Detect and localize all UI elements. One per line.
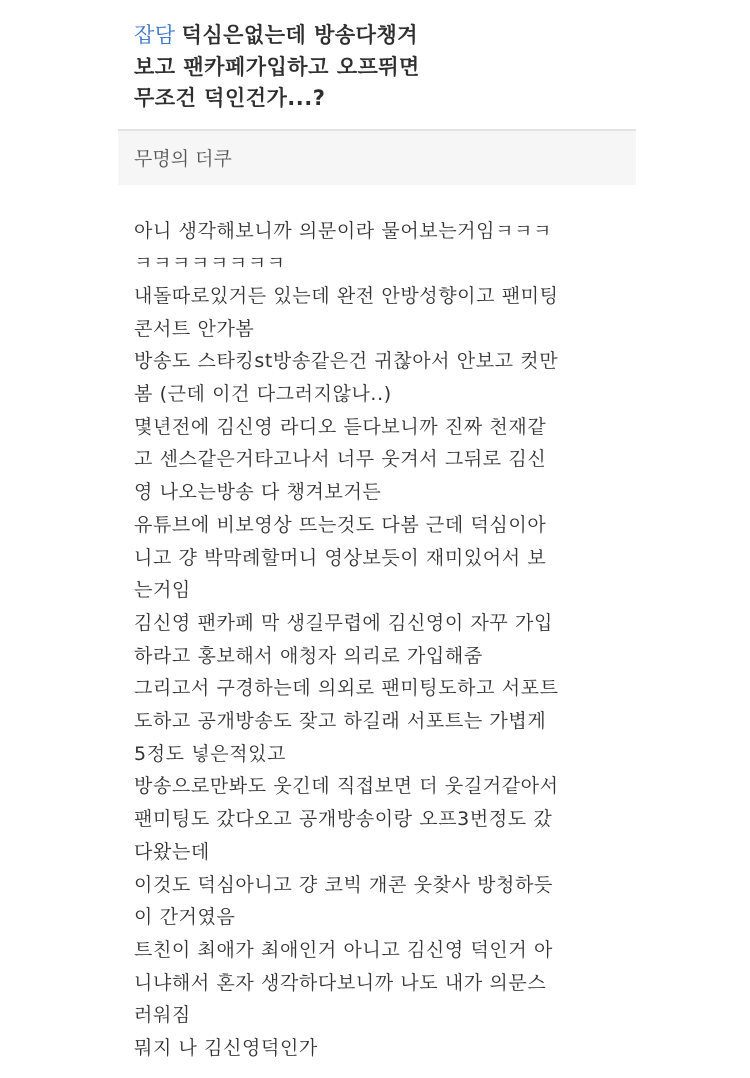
body-line: 영 나오는방송 다 챙겨보거든 — [134, 481, 382, 504]
body-line: 뭐지 나 김신영덕인가 — [134, 1037, 318, 1060]
body-line: 다왔는데 — [134, 840, 210, 863]
body-line: ㅋㅋㅋㅋㅋㅋㅋㅋ — [134, 252, 286, 275]
body-line: 이 간거였음 — [134, 906, 236, 929]
body-line: 몇년전에 김신영 라디오 듣다보니까 진짜 천재같 — [134, 415, 547, 438]
body-line: 아니 생각해보니까 의문이라 물어보는거임ㅋㅋㅋ — [134, 219, 552, 242]
body-line: 트친이 최애가 최애인거 아니고 김신영 덕인거 아 — [134, 938, 553, 961]
body-line: 봄 (근데 이건 다그러지않나..) — [134, 383, 392, 406]
body-line: 유튜브에 비보영상 뜨는것도 다봄 근데 덕심이아 — [134, 513, 547, 536]
post-container — [118, 0, 636, 1065]
body-line: 내돌따로있거든 있는데 완전 안방성향이고 팬미팅 — [134, 284, 559, 307]
post-title — [118, 0, 636, 125]
title-line: 보고 팬카페가입하고 오프뛰면 — [134, 54, 420, 79]
body-line: 니고 걍 박막례할머니 영상보듯이 재미있어서 보 — [134, 546, 547, 569]
body-line: 하라고 홍보해서 애청자 의리로 가입해줌 — [134, 644, 483, 667]
body-line: 그리고서 구경하는데 의외로 팬미팅도하고 서포트 — [134, 677, 559, 700]
body-line: 이것도 덕심아니고 걍 코빅 개콘 웃찾사 방청하듯 — [134, 873, 553, 896]
title-line: 무조건 덕인건가...? — [134, 86, 326, 110]
body-line: 방송으로만봐도 웃긴데 직접보면 더 웃길거같아서 — [134, 775, 559, 798]
post-body — [118, 185, 636, 1065]
body-line: 는거임 — [134, 579, 191, 602]
body-line: 방송도 스타킹st방송같은건 귀찮아서 안보고 컷만 — [134, 350, 559, 373]
body-line: 도하고 공개방송도 잦고 하길래 서포트는 가볍게 — [134, 710, 547, 733]
body-line: 김신영 팬카페 막 생길무렵에 김신영이 자꾸 가입 — [134, 611, 553, 634]
body-line: 팬미팅도 갔다오고 공개방송이랑 오프3번정도 갔 — [134, 808, 553, 831]
title-line: 덕심은없는데 방송다챙겨 — [181, 23, 419, 47]
body-line: 5정도 넣은적있고 — [134, 742, 287, 765]
author-name: 무명의 더쿠 — [134, 148, 232, 170]
body-line: 러워짐 — [134, 1004, 191, 1027]
category-tag[interactable]: 잡담 — [134, 23, 176, 47]
post-meta-bar — [118, 129, 636, 185]
body-line: 고 센스같은거타고나서 너무 웃겨서 그뒤로 김신 — [134, 448, 547, 471]
body-line: 콘서트 안가봄 — [134, 317, 255, 340]
body-line: 니냐해서 혼자 생각하다보니까 나도 내가 의문스 — [134, 971, 547, 994]
